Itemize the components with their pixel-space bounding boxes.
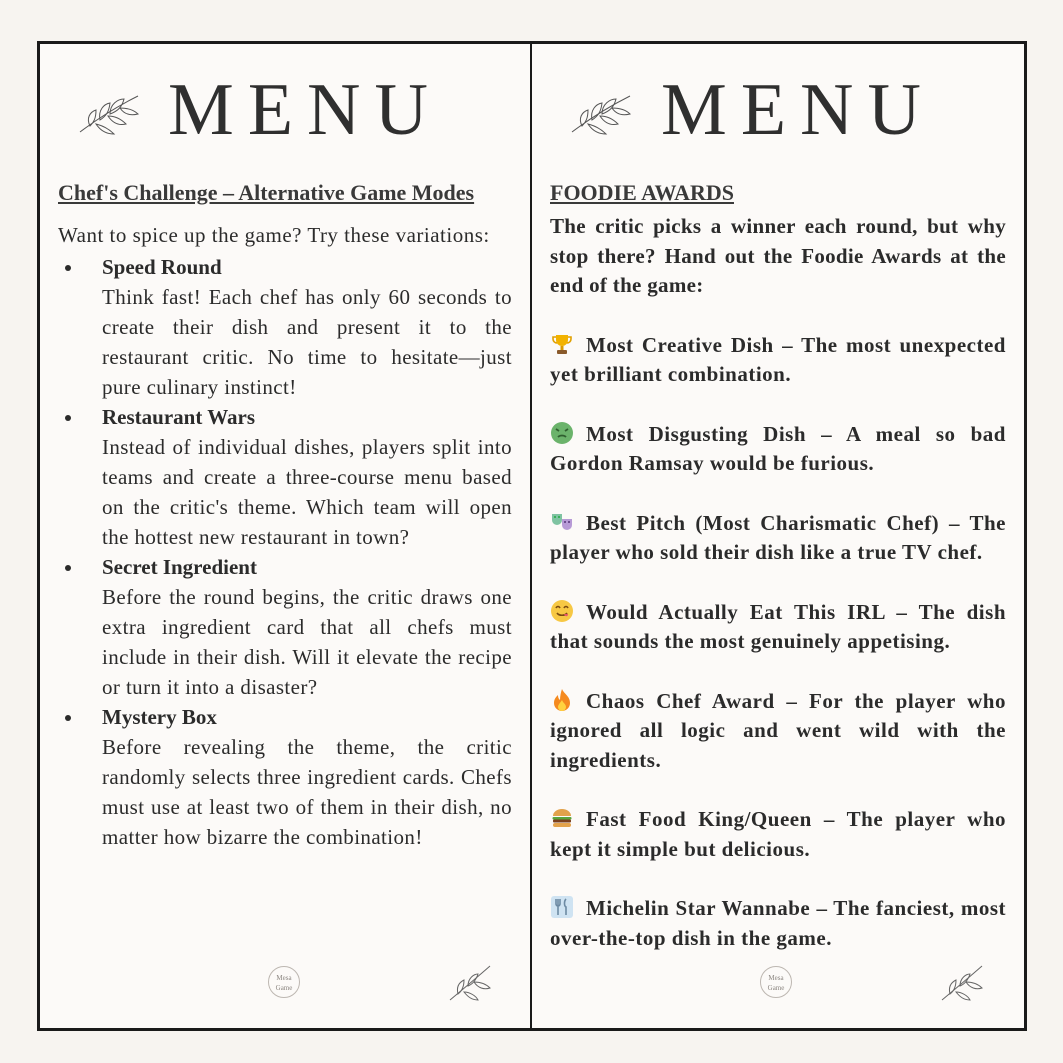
award-text: Best Pitch (Most Charismatic Chef) – The player who sold their dish like a true TV chef. <box>550 510 1006 564</box>
award-text: Most Creative Dish – The most unexpected yet brilliant combination. <box>550 332 1006 386</box>
list-item <box>550 331 1006 390</box>
trophy-icon <box>550 332 574 356</box>
intro-text: The critic picks a winner each round, but why stop there? Hand out the Foodie Awards at the end of the game: <box>550 214 1006 297</box>
card-footer <box>40 962 530 1006</box>
menu-sheet <box>37 41 1027 1031</box>
leaf-sprig-icon <box>940 962 984 1002</box>
mode-name: • Speed Round <box>102 255 222 279</box>
burger-icon <box>550 806 574 830</box>
menu-card-left <box>40 44 532 1028</box>
mode-description: Think fast! Each chef has only 60 seconds to create their dish and present it to the restaurant critic. No time to hesitate—just pure culinary instinct! <box>102 285 512 399</box>
list-item <box>550 894 1006 953</box>
intro-text: Want to spice up the game? Try these variations: <box>58 223 490 247</box>
list-item <box>84 702 512 852</box>
award-text: Most Disgusting Dish – A meal so bad Gordon Ramsay would be furious. <box>550 421 1006 475</box>
section-title: Chef's Challenge – Alternative Game Modes <box>58 180 475 205</box>
modes-body <box>58 220 512 852</box>
menu-card-right <box>532 44 1024 1028</box>
modes-list <box>58 252 512 852</box>
logo-mark: Mesa Game <box>268 966 300 998</box>
list-item <box>550 509 1006 568</box>
nauseated-face-icon <box>550 421 574 445</box>
award-text: Would Actually Eat This IRL – The dish that sounds the most genuinely appetising. <box>550 599 1006 653</box>
list-item <box>84 252 512 402</box>
list-item <box>550 420 1006 479</box>
card-footer <box>532 962 1024 1006</box>
yum-face-icon <box>550 599 574 623</box>
card-header <box>58 44 512 174</box>
mode-description: Before the round begins, the critic draws one extra ingredient card that all chefs must include in their dish. Will it elevate the recipe or turn it into a disaster? <box>102 585 512 699</box>
mode-description: Instead of individual dishes, players split into teams and create a three-course menu based on the critic's theme. Which team will open the hottest new restaurant in town? <box>102 435 512 549</box>
fork-knife-icon <box>550 895 574 919</box>
awards-body <box>550 212 1006 953</box>
list-item <box>550 687 1006 776</box>
list-item <box>550 805 1006 864</box>
award-text: Michelin Star Wannabe – The fanciest, most over-the-top dish in the game. <box>550 896 1006 950</box>
mode-name: • Mystery Box <box>102 705 217 729</box>
menu-title: MENU <box>661 69 935 151</box>
fire-icon <box>550 688 574 712</box>
logo-mark: Mesa Game <box>760 966 792 998</box>
list-item <box>550 598 1006 657</box>
award-text: Chaos Chef Award – For the player who ignored all logic and went wild with the ingredients. <box>550 688 1006 772</box>
mode-name: • Secret Ingredient <box>102 555 257 579</box>
menu-title: MENU <box>168 69 442 151</box>
section-title: FOODIE AWARDS <box>550 180 734 205</box>
award-text: Fast Food King/Queen – The player who kept it simple but delicious. <box>550 807 1006 861</box>
theater-masks-icon <box>550 510 574 534</box>
mode-description: Before revealing the theme, the critic randomly selects three ingredient cards. Chefs must use at least two of them in their dish, no matter how bizarre the combination! <box>102 735 512 849</box>
leaf-sprig-icon <box>448 962 492 1002</box>
card-header <box>550 44 1006 174</box>
mode-name: • Restaurant Wars <box>102 405 256 429</box>
list-item <box>84 402 512 552</box>
list-item <box>84 552 512 702</box>
